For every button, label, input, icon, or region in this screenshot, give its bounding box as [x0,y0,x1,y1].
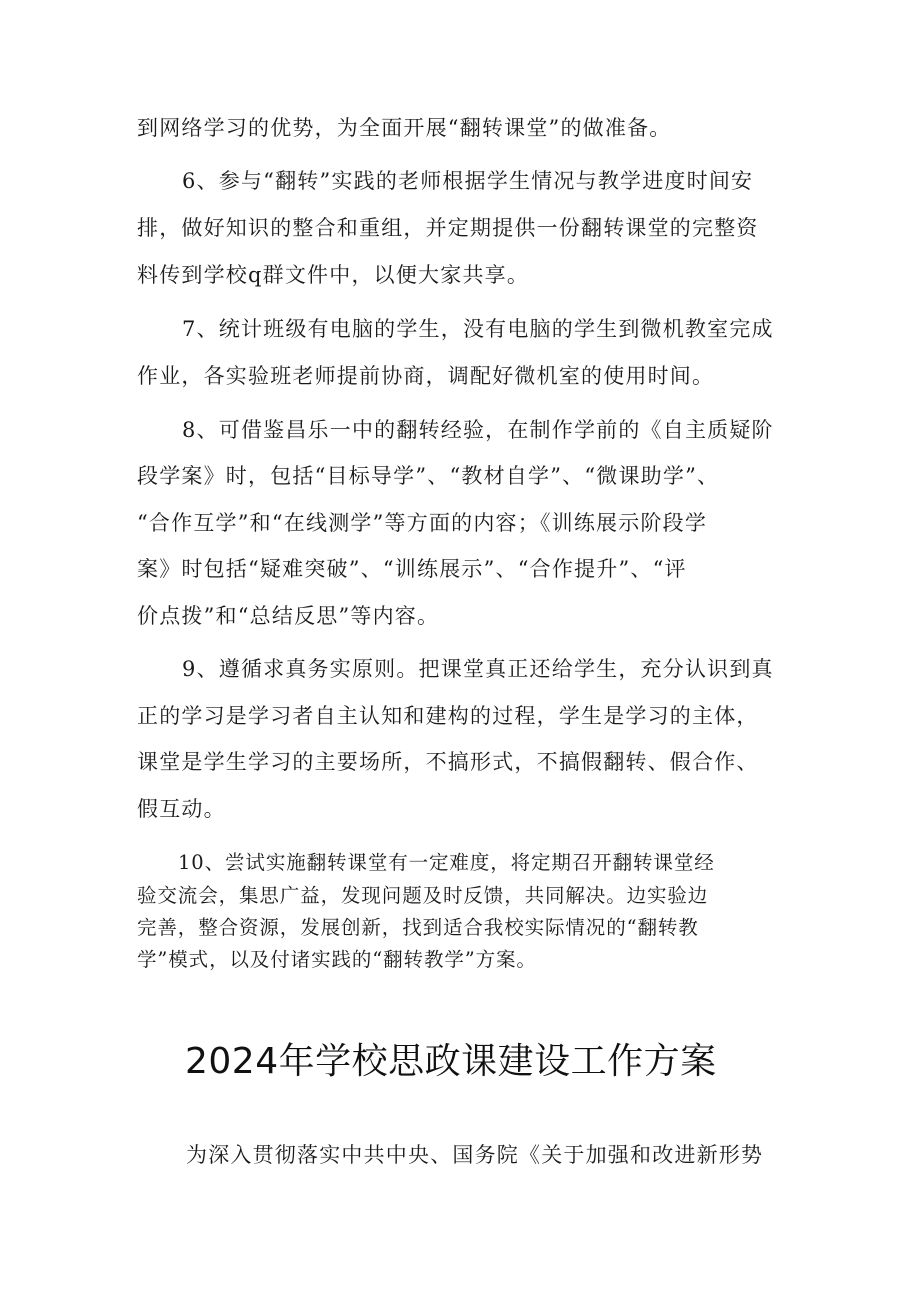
text-line: 正的学习是学习者自主认知和建构的过程，学生是学习的主体， [137,704,759,728]
text-line: 9、遵循求真务实原则。把课堂真正还给学生，充分认识到真 [182,657,774,681]
text-line: 作业，各实验班老师提前协商，调配好微机室的使用时间。 [137,364,715,388]
text-line: 假互动。 [137,797,226,821]
text-line: 学”模式，以及付诸实践的“翻转教学”方案。 [137,948,537,971]
text-line: 排，做好知识的整合和重组，并定期提供一份翻转课堂的完整资 [137,216,759,240]
text-line: 课堂是学生学习的主要场所，不搞形式，不搞假翻转、假合作、 [137,750,759,774]
text-line: 料传到学校q群文件中，以便大家共享。 [137,263,530,287]
text-line: 6、参与“翻转”实践的老师根据学生情况与教学进度时间安 [182,169,754,193]
text-line: 完善，整合资源，发展创新，找到适合我校实际情况的“翻转教 [137,916,699,939]
text-line: 段学案》时，包括“目标导学”、“教材自学”、“微课助学”、 [137,464,720,488]
text-line: 为深入贯彻落实中共中央、国务院《关于加强和改进新形势 [186,1143,764,1167]
section-title: 2024年学校思政课建设工作方案 [185,1041,717,1082]
text-line: 8、可借鉴昌乐一中的翻转经验，在制作学前的《自主质疑阶 [182,418,774,442]
text-line: 10、尝试实施翻转课堂有一定难度，将定期召开翻转课堂经 [178,851,715,874]
text-line: “合作互学”和“在线测学”等方面的内容；《训练展示阶段学 [137,511,708,535]
text-line: 到网络学习的优势，为全面开展“翻转课堂”的做准备。 [137,116,672,140]
text-line: 价点拨”和“总结反思”等内容。 [137,604,440,628]
text-line: 案》时包括“疑难突破”、“训练展示”、“合作提升”、“评 [137,557,687,581]
text-line: 7、统计班级有电脑的学生，没有电脑的学生到微机教室完成 [182,317,774,341]
text-line: 验交流会，集思广益，发现问题及时反馈，共同解决。边实验边 [137,884,709,907]
